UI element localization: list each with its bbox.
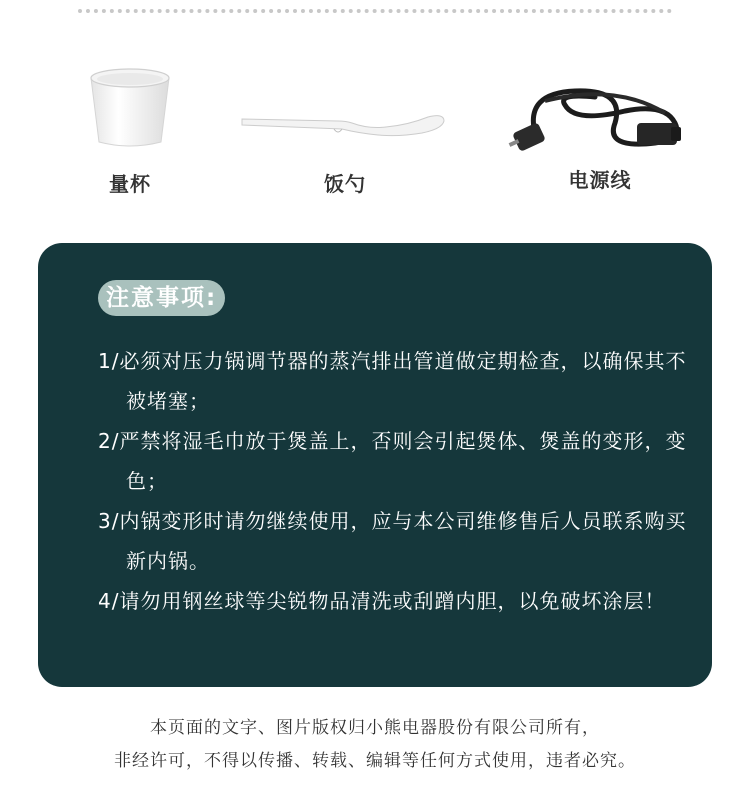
accessory-label: 电源线	[568, 168, 632, 192]
accessory-label: 饭勺	[324, 172, 366, 196]
accessory-measuring-cup	[75, 60, 185, 200]
notice-item: 1/必须对压力锅调节器的蒸汽排出管道做定期检查，以确保其不被堵塞；	[98, 349, 687, 413]
accessory-label: 量杯	[109, 172, 151, 196]
top-divider	[78, 9, 672, 13]
rice-spoon-icon	[238, 105, 448, 145]
accessory-power-cord	[500, 78, 700, 198]
notice-title: 注意事项:	[98, 280, 225, 316]
copyright-line: 本页面的文字、图片版权归小熊电器股份有限公司所有，	[150, 718, 600, 738]
notice-item: 2/严禁将湿毛巾放于煲盖上，否则会引起煲体、煲盖的变形，变色；	[98, 429, 687, 493]
copyright-notice	[0, 712, 750, 778]
notice-item: 3/内锅变形时请勿继续使用，应与本公司维修售后人员联系购买新内锅。	[98, 509, 687, 573]
notice-panel	[38, 243, 712, 687]
notice-list	[98, 341, 688, 621]
notice-item: 4/请勿用钢丝球等尖锐物品清洗或刮蹭内胆，以免破坏涂层！	[98, 589, 666, 613]
copyright-line: 非经许可，不得以传播、转载、编辑等任何方式使用，违者必究。	[114, 751, 636, 771]
measuring-cup-icon	[87, 66, 173, 150]
accessory-rice-spoon	[238, 95, 452, 200]
power-cord-icon	[505, 83, 695, 158]
